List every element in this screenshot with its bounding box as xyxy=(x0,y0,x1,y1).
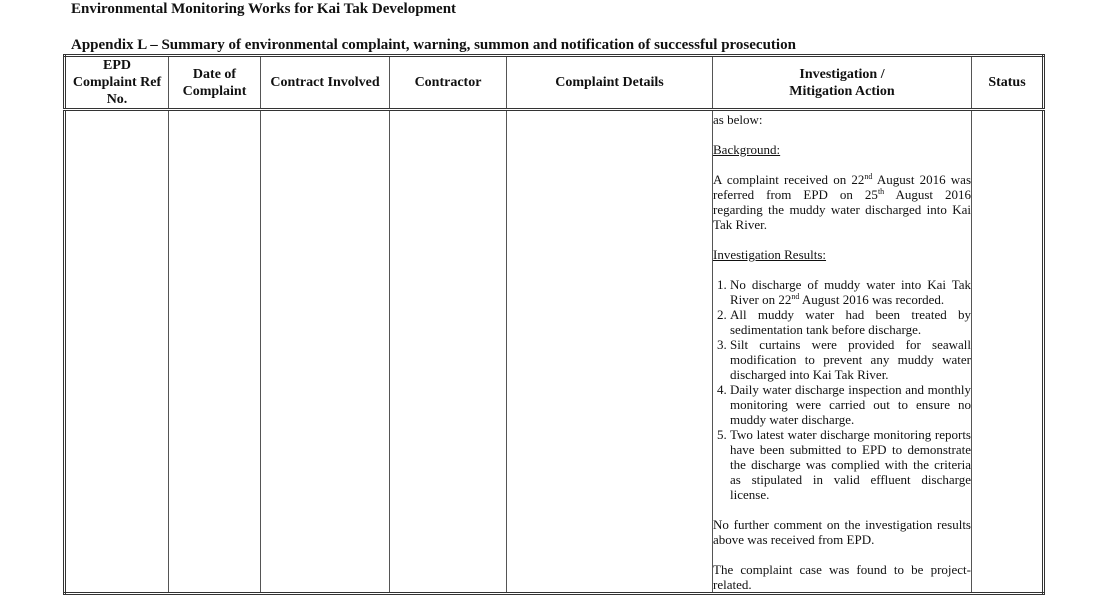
table-row xyxy=(65,110,1044,594)
cell-ref-no xyxy=(65,110,169,594)
header-ref-no: EPD Complaint Ref No. xyxy=(65,56,169,110)
list-item: 3. Silt curtains were provided for seawall modification to prevent any muddy water discharged into Kai Tak River. xyxy=(730,337,971,382)
conclusion: The complaint case was found to be project-related. xyxy=(713,562,971,592)
header-contractor: Contractor xyxy=(390,56,507,110)
header-investigation-line2: Mitigation Action xyxy=(789,83,895,99)
header-investigation xyxy=(713,56,972,110)
results-list xyxy=(713,277,971,502)
no-further-comment: No further comment on the investigation results above was received from EPD. xyxy=(713,517,971,547)
results-heading: Investigation Results: xyxy=(713,247,827,262)
cell-date xyxy=(169,110,261,594)
cell-status xyxy=(972,110,1044,594)
list-item: 4. Daily water discharge inspection and monthly monitoring were carried out to ensure no muddy water discharge. xyxy=(730,382,971,427)
cell-contractor xyxy=(390,110,507,594)
header-status: Status xyxy=(972,56,1044,110)
cell-details xyxy=(507,110,713,594)
document-title: Environmental Monitoring Works for Kai Tak Development xyxy=(71,1,457,17)
header-date: Date of Complaint xyxy=(169,56,261,110)
cell-investigation xyxy=(713,110,972,594)
header-details: Complaint Details xyxy=(507,56,713,110)
complaint-summary-table xyxy=(63,54,1045,595)
header-investigation-line1: Investigation / xyxy=(799,66,885,82)
investigation-intro: as below: xyxy=(713,112,763,127)
background-heading: Background: xyxy=(713,142,781,157)
list-item: 1. No discharge of muddy water into Kai Tak River on 22nd August 2016 was recorded. xyxy=(730,277,971,307)
list-item: 5. Two latest water discharge monitoring reports have been submitted to EPD to demonstrate the discharge was complied with the criteria as stipulated in valid effluent discharge license. xyxy=(730,427,971,502)
background-paragraph: A complaint received on 22nd August 2016 was referred from EPD on 25th August 2016 regarding the muddy water discharged into Kai Tak River. xyxy=(713,172,972,232)
appendix-title: Appendix L – Summary of environmental complaint, warning, summon and notification of successful prosecution xyxy=(71,37,796,53)
cell-contract xyxy=(261,110,390,594)
header-contract: Contract Involved xyxy=(261,56,390,110)
table-header-row xyxy=(65,56,1044,110)
list-item: 2. All muddy water had been treated by sedimentation tank before discharge. xyxy=(730,307,971,337)
